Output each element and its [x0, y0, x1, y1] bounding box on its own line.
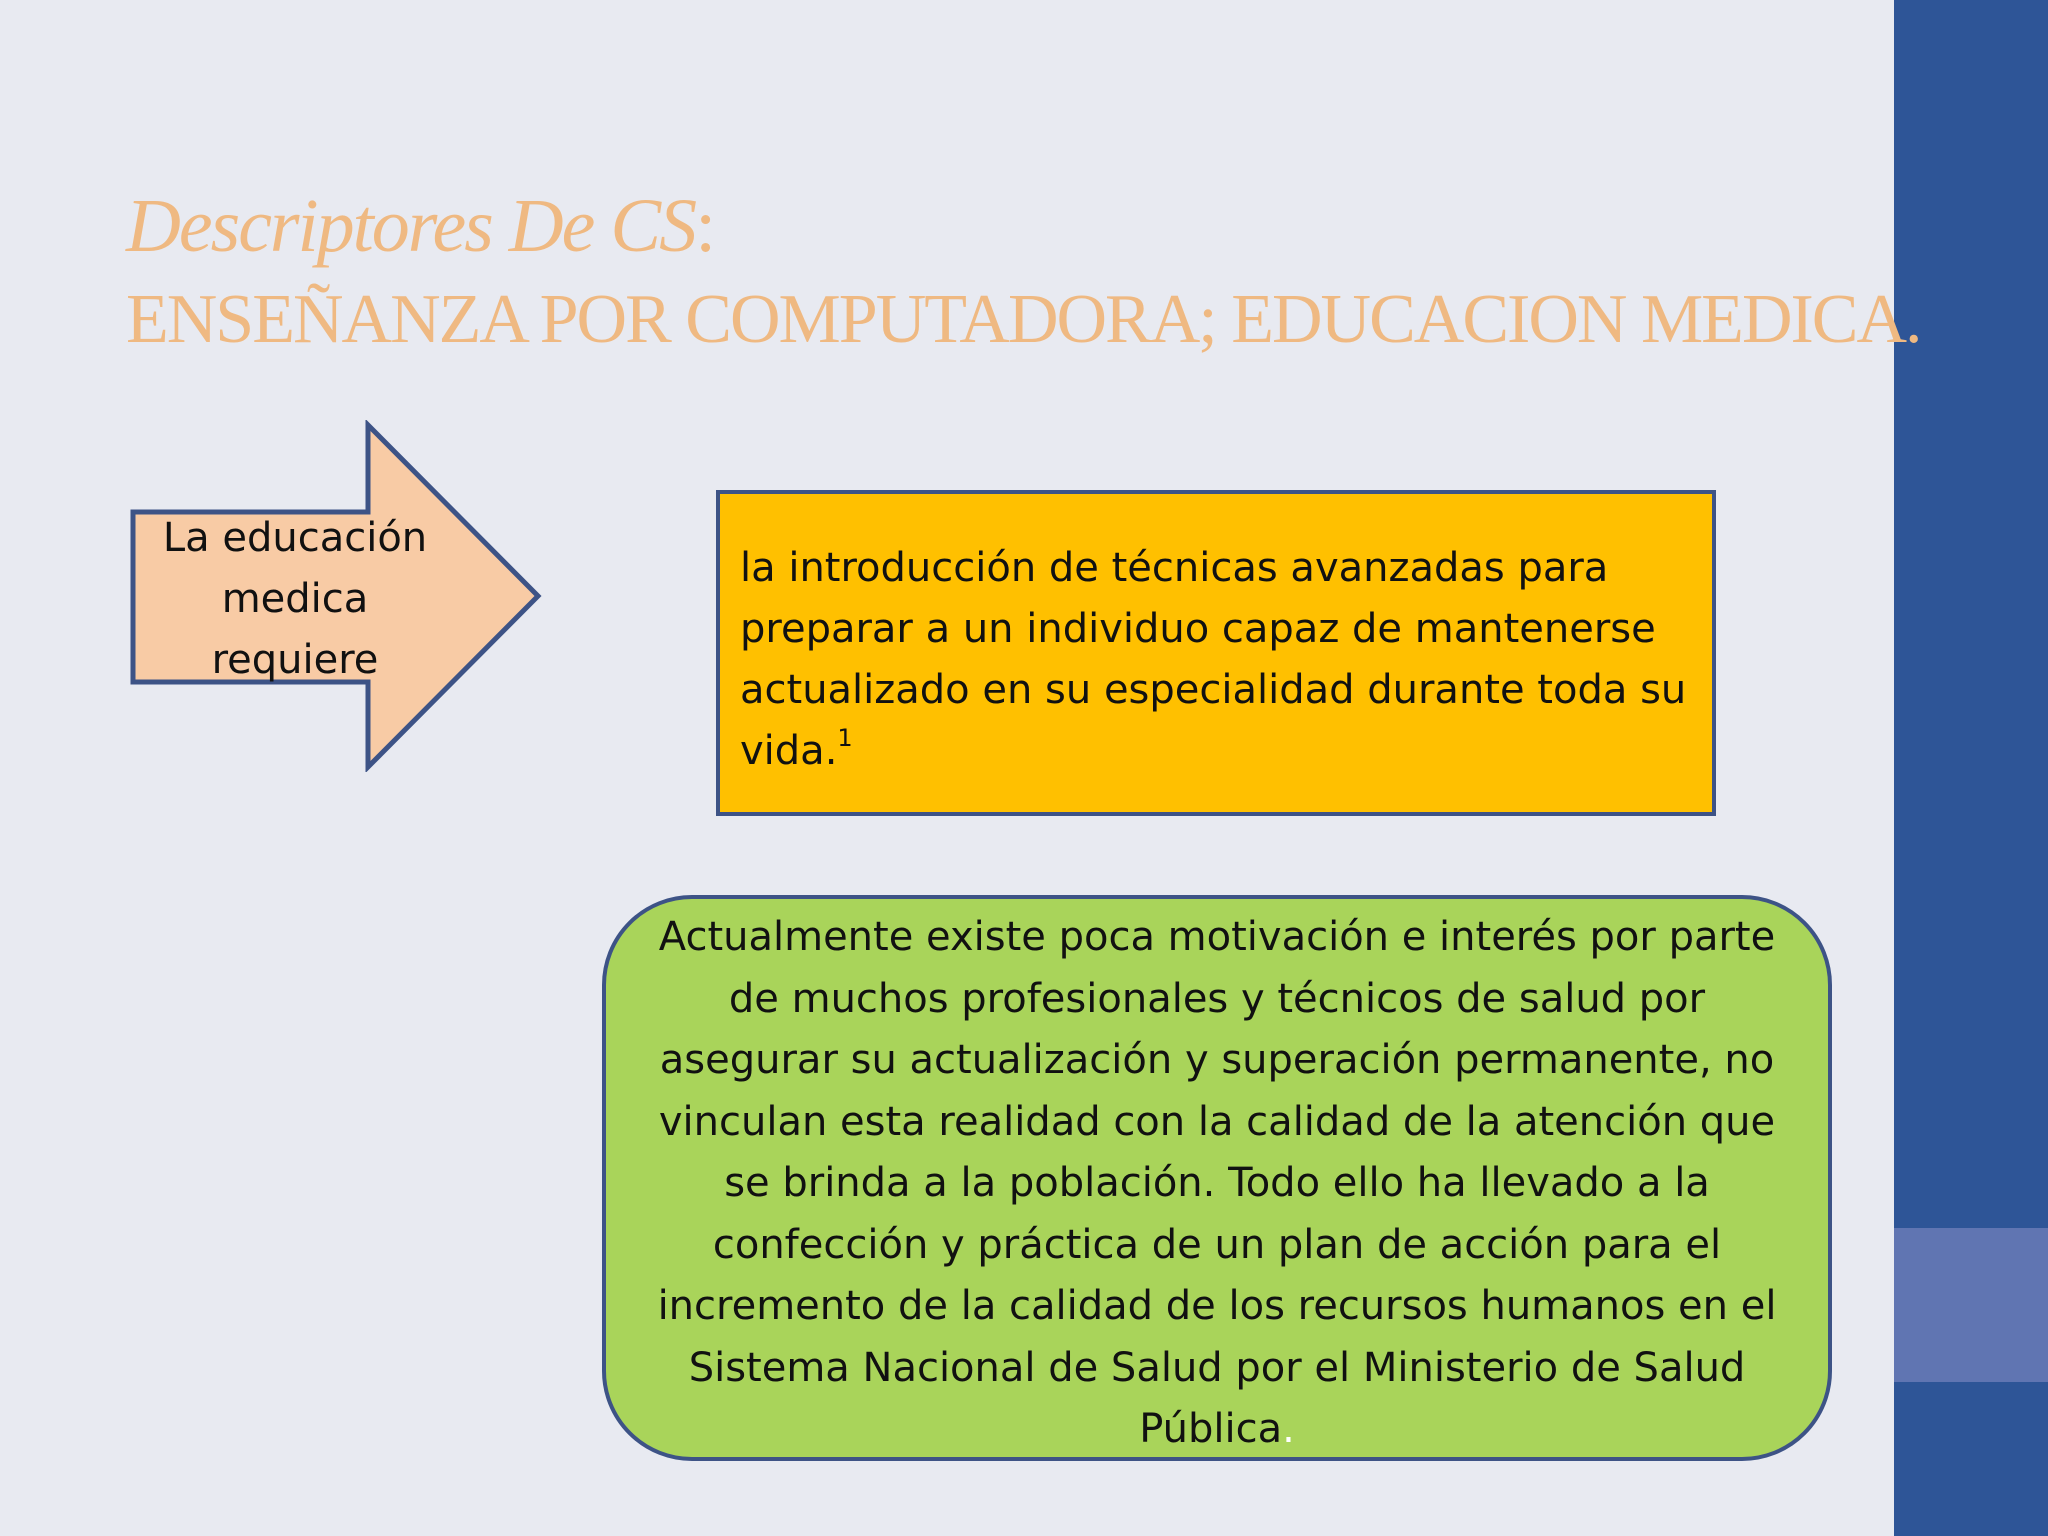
arrow-label: La educación medica requiere [162, 515, 428, 683]
slide-title [126, 180, 1921, 368]
context-text: Actualmente existe poca motivación e interés por parte de muchos profesionales y técnicos de salud por asegurar su actualización y superación permanente, no vinculan esta realidad con la calidad de la atención que se brinda a la población. Todo ello ha llevado a la confección y práctica de un plan de acción para el incremento de la calidad de los recursos humanos en el Sistema Nacional de Salud por el Ministerio de Salud Pública [657, 914, 1777, 1452]
title-line-2: ENSEÑANZA POR COMPUTADORA; EDUCACION MEDICA. [126, 281, 1921, 358]
context-box [602, 895, 1832, 1461]
title-line-1-text: Descriptores De CS [126, 184, 696, 268]
footnote-reference: 1 [837, 724, 853, 752]
definition-box [716, 490, 1716, 816]
definition-text: la introducción de técnicas avanzadas para preparar a un individuo capaz de mantenerse actualizado en su especialidad durante toda su vida. [740, 545, 1687, 774]
context-trailing-dot: . [1282, 1406, 1295, 1452]
title-colon: : [695, 184, 715, 268]
title-line-1 [126, 180, 1921, 272]
side-accent-block [1894, 1228, 2048, 1382]
